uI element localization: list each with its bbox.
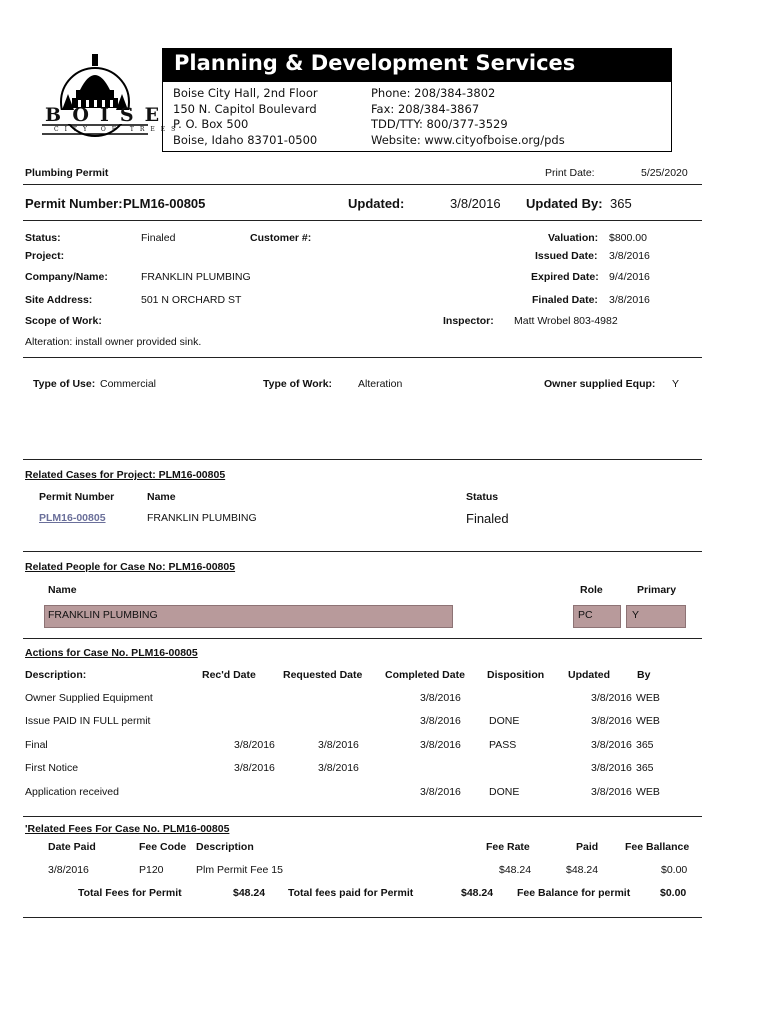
related-people-heading: Related People for Case No: PLM16-00805 [25,561,236,573]
owner-supplied-label: Owner supplied Equp: [544,378,656,390]
col-fee-rate: Fee Rate [486,841,530,853]
related-case-permit-link[interactable]: PLM16-00805 [39,512,106,524]
updated-value: 3/8/2016 [450,196,501,211]
action-updated: 3/8/2016 [591,762,632,774]
type-of-work-label: Type of Work: [263,378,333,390]
fax-line: Fax: 208/384-3867 [371,101,480,116]
action-requested-date: 3/8/2016 [318,739,359,751]
col-paid: Paid [576,841,599,853]
col-role: Role [580,584,603,596]
valuation-label: Valuation: [548,232,599,244]
col-permit-number: Permit Number [39,491,115,503]
action-by: WEB [636,715,660,727]
permit-number: PLM16-00805 [123,196,206,211]
fee-balance-value: $0.00 [660,887,687,899]
action-updated: 3/8/2016 [591,692,632,704]
action-description: Issue PAID IN FULL permit [25,715,151,727]
fee-balance: $0.00 [661,864,688,876]
inspector-value: Matt Wrobel 803-4982 [514,315,618,327]
action-description: Application received [25,786,119,798]
col-disposition: Disposition [487,669,545,681]
action-description: First Notice [25,762,79,774]
divider [23,917,702,918]
type-of-use-value: Commercial [100,378,157,390]
col-by: By [637,669,651,681]
action-updated: 3/8/2016 [591,739,632,751]
fee-paid: $48.24 [566,864,599,876]
col-name: Name [147,491,176,503]
office-contact [371,86,565,148]
action-recd-date: 3/8/2016 [234,762,275,774]
updated-by-value: 365 [610,196,632,211]
action-disposition: PASS [489,739,517,751]
expired-date-label: Expired Date: [531,271,599,283]
divider [23,220,702,221]
customer-label: Customer #: [250,232,312,244]
scope-label: Scope of Work: [25,315,102,327]
col-primary: Primary [637,584,677,596]
divider [23,357,702,358]
action-completed-date: 3/8/2016 [420,692,461,704]
action-disposition: DONE [489,715,520,727]
company-label: Company/Name: [25,271,108,283]
related-case-name: FRANKLIN PLUMBING [147,512,257,524]
col-status: Status [466,491,499,503]
action-requested-date: 3/8/2016 [318,762,359,774]
address-line: Boise, Idaho 83701-0500 [173,132,318,147]
person-primary: Y [632,609,640,621]
col-completed-date: Completed Date [385,669,465,681]
action-completed-date: 3/8/2016 [420,786,461,798]
fee-code: P120 [139,864,164,876]
address-line: P. O. Box 500 [173,117,249,131]
person-name: FRANKLIN PLUMBING [48,609,158,621]
col-requested-date: Requested Date [283,669,363,681]
updated-by-label: Updated By: [526,196,603,211]
action-by: 365 [636,762,654,774]
col-person-name: Name [48,584,77,596]
person-role: PC [578,609,593,621]
type-of-use-label: Type of Use: [33,378,96,390]
action-by: 365 [636,739,654,751]
site-address-label: Site Address: [25,294,93,306]
site-address-value: 501 N ORCHARD ST [141,294,242,306]
divider [23,638,702,639]
total-paid-value: $48.24 [461,887,494,899]
print-date-value: 5/25/2020 [641,167,688,179]
tdd-line: TDD/TTY: 800/377-3529 [371,117,508,131]
action-by: WEB [636,786,660,798]
action-by: WEB [636,692,660,704]
col-date-paid: Date Paid [48,841,96,853]
action-updated: 3/8/2016 [591,786,632,798]
address-line: Boise City Hall, 2nd Floor [173,86,318,100]
col-updated: Updated [568,669,610,681]
col-fee-description: Description [196,841,254,853]
inspector-label: Inspector: [443,315,494,327]
type-of-work-value: Alteration [358,378,403,390]
divider [23,816,702,817]
header-title: Planning & Development Services [174,51,576,75]
expired-date-value: 9/4/2016 [609,271,650,283]
address-line: 150 N. Capitol Boulevard [173,101,317,116]
total-fees-value: $48.24 [233,887,266,899]
divider [23,459,702,460]
permit-number-label: Permit Number: [25,196,123,211]
divider [23,184,702,185]
issued-date-value: 3/8/2016 [609,250,650,262]
col-description: Description: [25,669,87,681]
finaled-date-value: 3/8/2016 [609,294,650,306]
logo-subtext: CITY OF TREES [54,126,182,133]
action-description: Final [25,739,48,751]
finaled-date-label: Finaled Date: [532,294,598,306]
action-recd-date: 3/8/2016 [234,739,275,751]
action-disposition: DONE [489,786,520,798]
total-paid-label: Total fees paid for Permit [288,887,414,899]
col-fee-code: Fee Code [139,841,187,853]
website-line: Website: www.cityofboise.org/pds [371,132,565,147]
fee-balance-label: Fee Balance for permit [517,887,631,899]
print-date-label: Print Date: [545,167,595,179]
total-fees-label: Total Fees for Permit [78,887,182,899]
project-label: Project: [25,250,65,262]
fees-heading: 'Related Fees For Case No. PLM16-00805 [25,823,230,835]
logo-text: BOISE [45,104,171,126]
action-completed-date: 3/8/2016 [420,739,461,751]
actions-heading: Actions for Case No. PLM16-00805 [25,647,198,659]
phone-line: Phone: 208/384-3802 [371,86,496,100]
office-address [173,86,318,148]
action-description: Owner Supplied Equipment [25,692,153,704]
action-updated: 3/8/2016 [591,715,632,727]
boise-logo [42,50,182,154]
status-value: Finaled [141,232,176,244]
col-fee-balance: Fee Ballance [625,841,690,853]
valuation-value: $800.00 [609,232,647,244]
fee-date-paid: 3/8/2016 [48,864,89,876]
related-cases-heading: Related Cases for Project: PLM16-00805 [25,469,226,481]
issued-date-label: Issued Date: [535,250,598,262]
action-completed-date: 3/8/2016 [420,715,461,727]
company-value: FRANKLIN PLUMBING [141,271,251,283]
col-recd-date: Rec'd Date [202,669,256,681]
scope-text: Alteration: install owner provided sink. [25,336,202,348]
document-type: Plumbing Permit [25,167,109,179]
owner-supplied-value: Y [672,378,680,390]
divider [23,551,702,552]
capitol-dome-icon [42,50,148,154]
fee-description: Plm Permit Fee 15 [196,864,283,876]
related-case-status: Finaled [466,511,509,526]
updated-label: Updated: [348,196,405,211]
status-label: Status: [25,232,61,244]
fee-rate: $48.24 [499,864,532,876]
